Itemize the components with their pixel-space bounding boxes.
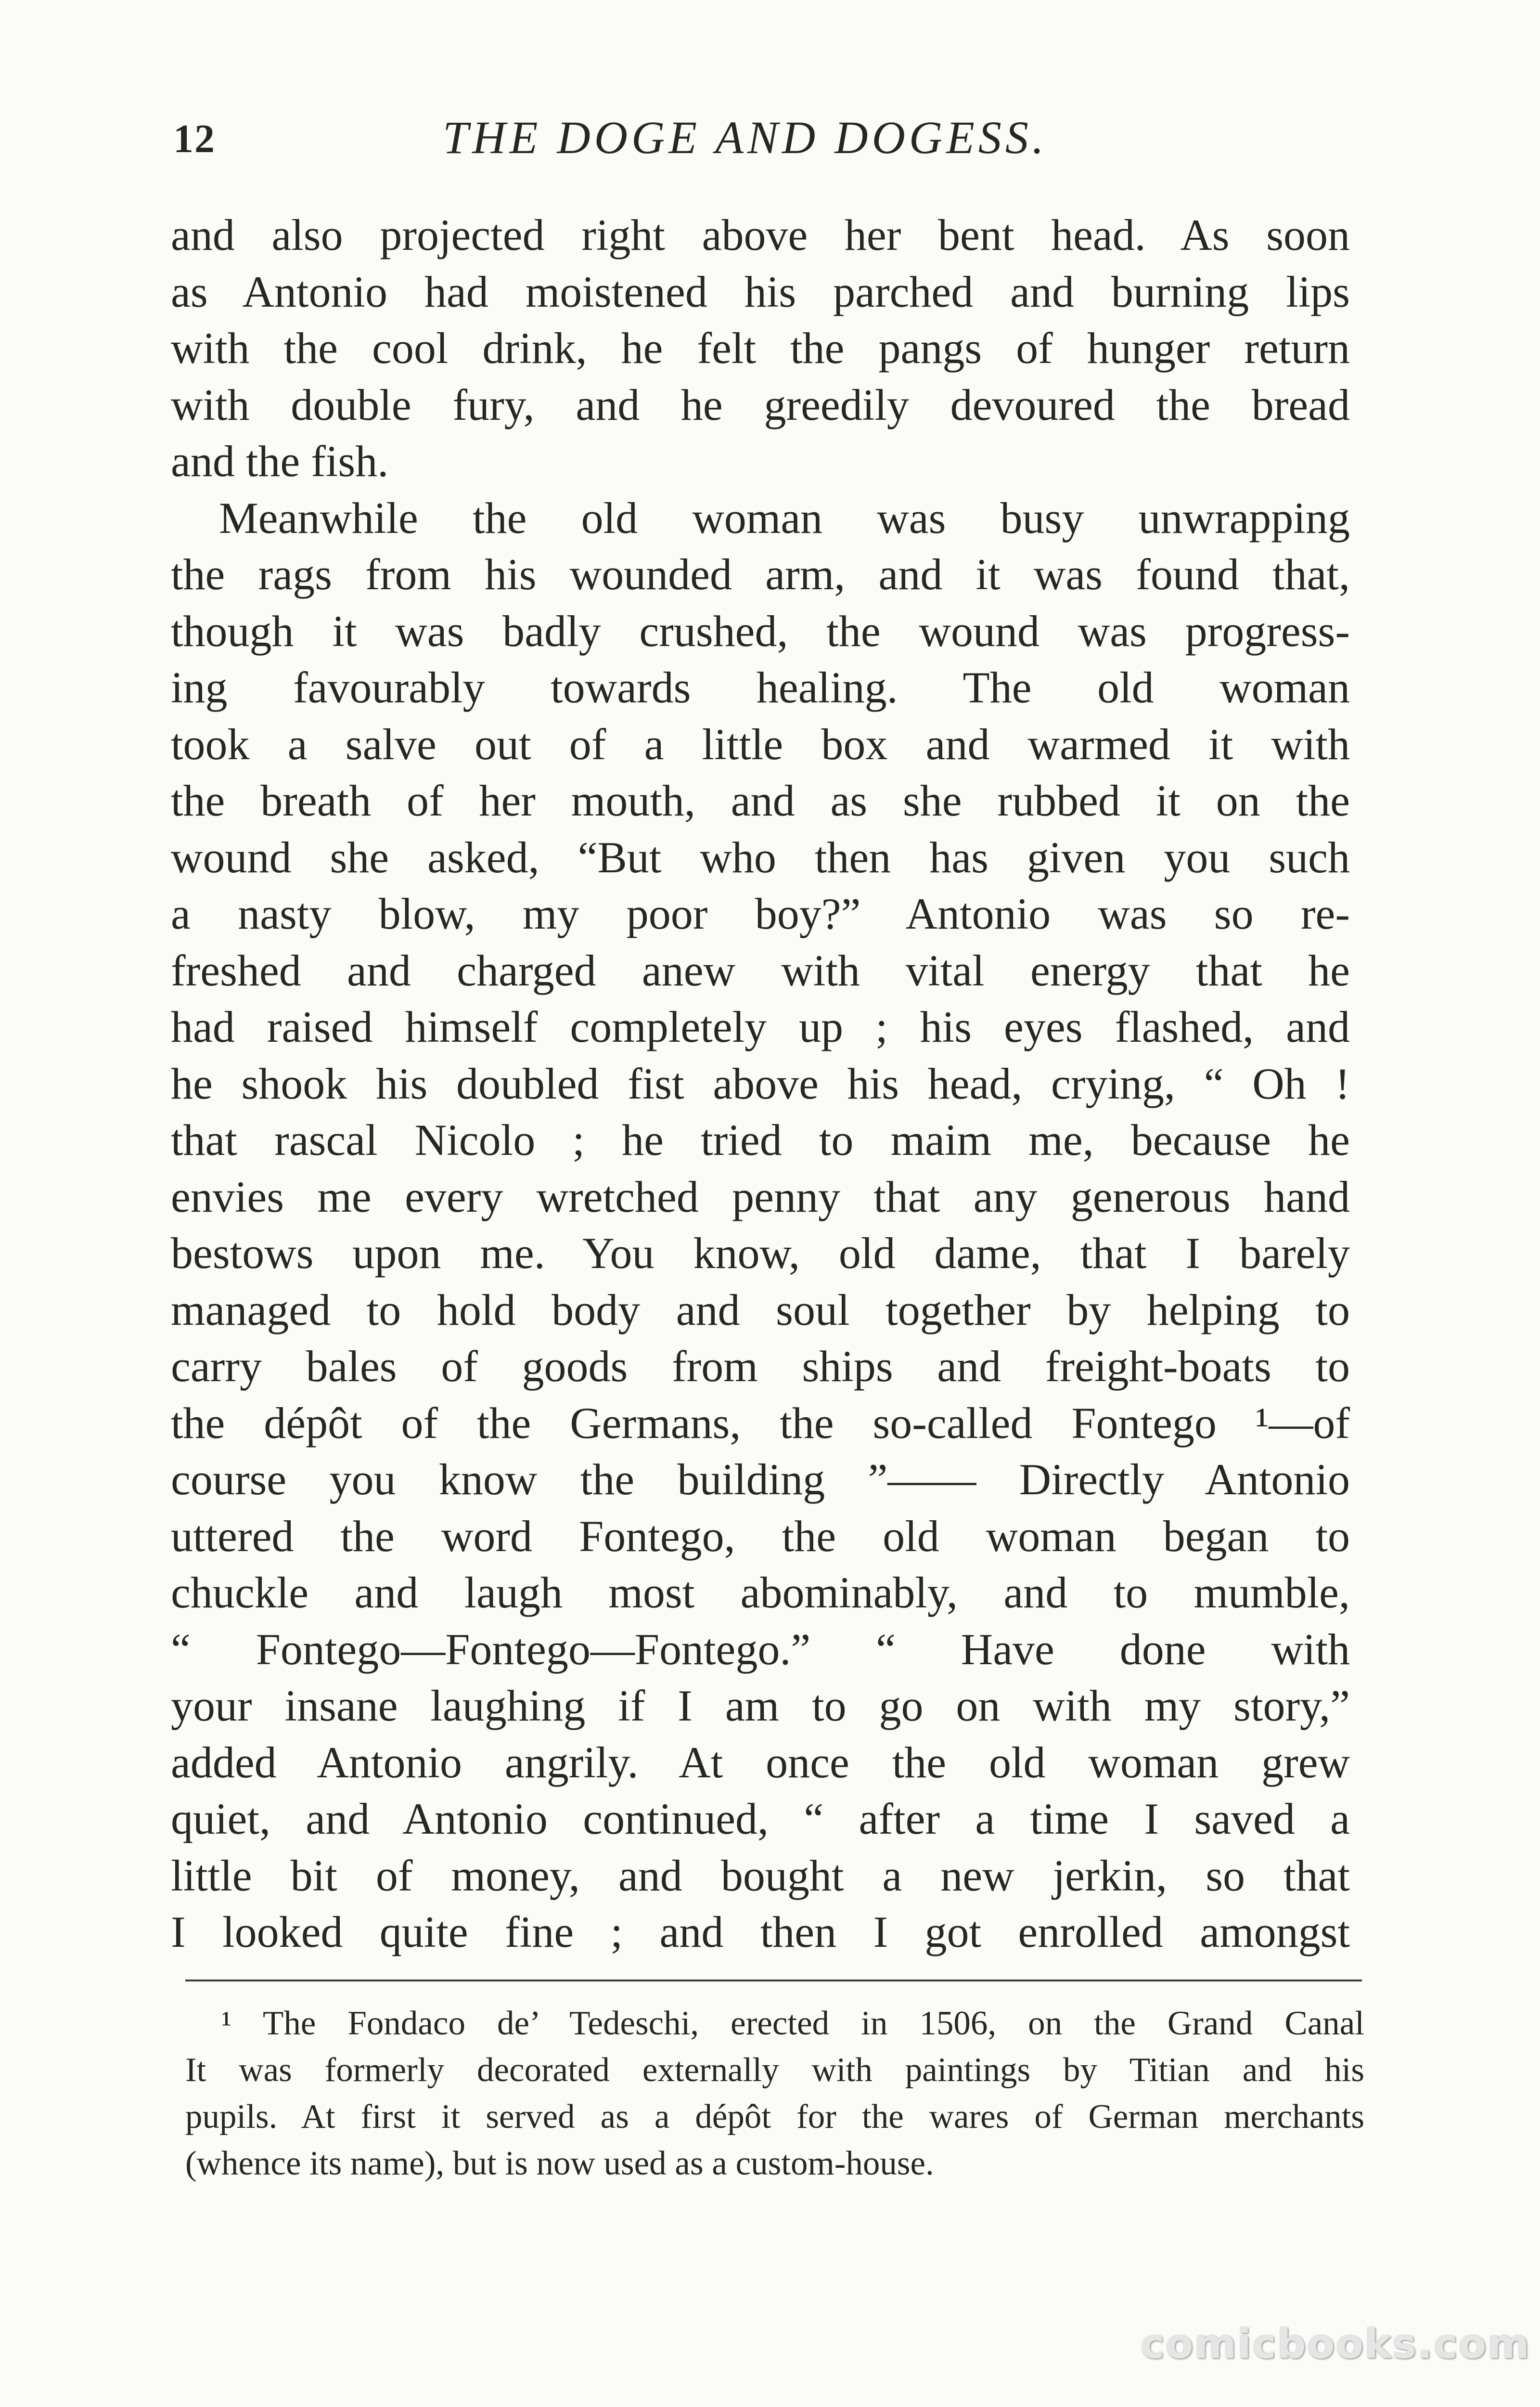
footnote-line: ¹ The Fondaco de’ Tedeschi, erected in 1506, on the Grand Canal xyxy=(221,2005,1364,2042)
footnote-line: (whence its name), but is now used as a custom-house. xyxy=(185,2145,934,2182)
text-line: with the cool drink, he felt the pangs of hunger return xyxy=(171,324,1350,373)
text-line: wound she asked, “But who then has given you such xyxy=(171,832,1350,882)
text-line: quiet, and Antonio continued, “ after a time I saved a xyxy=(171,1794,1350,1843)
text-line: and the fish. xyxy=(171,437,389,486)
text-line: bestows upon me. You know, old dame, that I barely xyxy=(171,1229,1350,1278)
text-line: managed to hold body and soul together by helping to xyxy=(171,1285,1350,1334)
text-line: envies me every wretched penny that any generous hand xyxy=(171,1172,1350,1221)
text-line: ing favourably towards healing. The old woman xyxy=(171,663,1350,712)
text-line: though it was badly crushed, the wound was progress- xyxy=(171,606,1350,656)
text-line: little bit of money, and bought a new jerkin, so that xyxy=(171,1851,1350,1900)
footnote-line: It was formerly decorated externally with paintings by Titian and his xyxy=(185,2051,1364,2089)
text-line: the dépôt of the Germans, the so-called Fontego ¹—of xyxy=(171,1398,1350,1448)
text-line: the rags from his wounded arm, and it was found that, xyxy=(171,550,1350,599)
text-line: the breath of her mouth, and as she rubbed it on the xyxy=(171,776,1350,825)
footnotes xyxy=(185,2000,1364,2187)
text-line: and also projected right above her bent head. As soon xyxy=(171,210,1350,259)
page-number: 12 xyxy=(173,116,216,161)
text-line: “ Fontego—Fontego—Fontego.” “ Have done with xyxy=(171,1624,1350,1674)
text-line: that rascal Nicolo ; he tried to maim me, because he xyxy=(171,1115,1350,1165)
running-head: THE DOGE AND DOGESS. xyxy=(443,112,1048,163)
text-line: he shook his doubled fist above his head, crying, “ Oh ! xyxy=(171,1059,1350,1108)
text-line: a nasty blow, my poor boy?” Antonio was so re- xyxy=(171,889,1350,938)
text-line: with double fury, and he greedily devoured the bread xyxy=(171,380,1350,429)
text-line: uttered the word Fontego, the old woman began to xyxy=(171,1511,1350,1561)
text-line: freshed and charged anew with vital energy that he xyxy=(171,945,1350,995)
watermark: comicbooks.com xyxy=(1141,2320,1530,2368)
text-line: had raised himself completely up ; his eyes flashed, and xyxy=(171,1002,1350,1051)
text-line: took a salve out of a little box and warmed it with xyxy=(171,719,1350,769)
text-line: your insane laughing if I am to go on with my story,” xyxy=(171,1681,1350,1730)
text-line: course you know the building ”—— Directly Antonio xyxy=(171,1455,1350,1504)
body-text xyxy=(171,207,1350,1961)
text-line: chuckle and laugh most abominably, and to mumble, xyxy=(171,1568,1350,1617)
text-line: I looked quite fine ; and then I got enrolled amongst xyxy=(171,1907,1350,1956)
text-line: carry bales of goods from ships and freight-boats to xyxy=(171,1342,1350,1391)
text-line: Meanwhile the old woman was busy unwrapping xyxy=(219,493,1350,543)
page-header xyxy=(173,111,1352,173)
text-line: as Antonio had moistened his parched and burning lips xyxy=(171,267,1350,316)
text-line: added Antonio angrily. At once the old woman grew xyxy=(171,1737,1350,1787)
footnote-divider xyxy=(185,1980,1362,1981)
footnote-line: pupils. At first it served as a dépôt for the wares of German merchants xyxy=(185,2098,1364,2135)
